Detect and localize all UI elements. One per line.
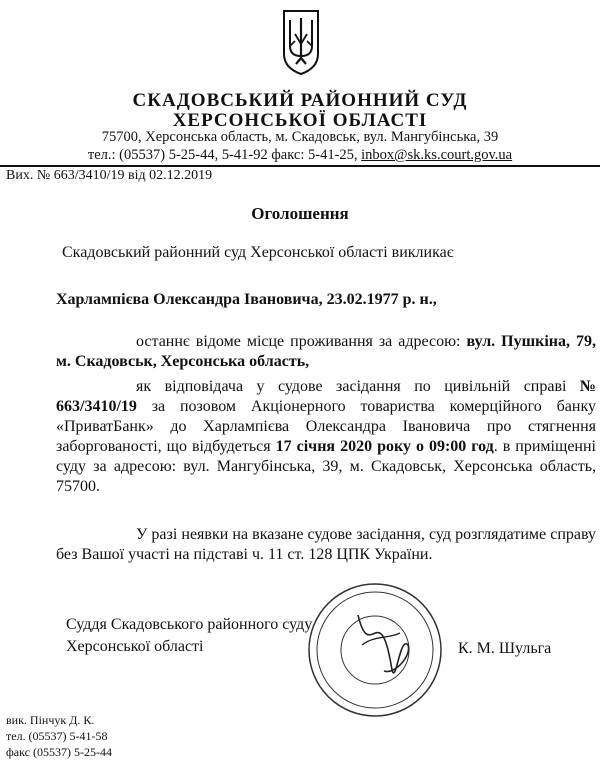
- judge-title-line2: Херсонської області: [66, 638, 204, 655]
- phone-fax: тел.: (05537) 5-25-44, 5-41-92 факс: 5-41-25,: [87, 147, 362, 163]
- document-title: Оголошення: [251, 204, 349, 223]
- case-description: за позовом Акціонерного товариства комерційного банку «ПриватБанк» до Харлампієва Олександра Івановича про стягнення заборгованості, що відбудеться: [56, 398, 596, 455]
- executor-name: вик. Пінчук Д. К.: [6, 713, 95, 727]
- case-number: № 663/3410/19: [56, 378, 596, 415]
- hearing-date: 17 січня 2020 року о 09:00 год: [275, 438, 494, 455]
- warning-paragraph: У разі неявки на вказане судове засідання, суд розглядатиме справу без Вашої участі на підставі ч. 11 ст. 128 ЦПК України.: [56, 526, 596, 563]
- court-contacts: [0, 146, 600, 164]
- court-region: ХЕРСОНСЬКОЇ ОБЛАСТІ: [172, 110, 428, 131]
- executor-phone: тел. (05537) 5-41-58: [6, 729, 108, 743]
- trident-emblem-icon: [281, 8, 321, 76]
- hearing-location: . в приміщенні суду за адресою: вул. Мангубінська, 39, м. Скадовськ, Херсонська область, 75700.: [56, 438, 596, 495]
- intro-text: Скадовський районний суд Херсонської області викликає: [62, 244, 454, 261]
- residence-address: вул. Пушкіна, 79, м. Скадовськ, Херсонська область,: [56, 333, 596, 370]
- summoned-person: Харлампієва Олександра Івановича, 23.02.1977 р. н.,: [56, 291, 437, 308]
- address-lead: останнє відоме місце проживання за адресою:: [136, 333, 467, 350]
- court-address: 75700, Херсонська область, м. Скадовськ, вул. Мангубінська, 39: [101, 129, 499, 145]
- court-email-link[interactable]: inbox@sk.ks.court.gov.ua: [361, 147, 513, 163]
- judge-name: К. М. Шульга: [458, 640, 552, 657]
- court-seal-stamp: [300, 575, 450, 725]
- case-paragraph: [56, 377, 596, 497]
- outgoing-reference: Вих. № 663/3410/19 від 02.12.2019: [6, 168, 213, 183]
- case-lead: як відповідача у судове засідання по цивільній справі: [136, 378, 580, 395]
- residence-paragraph: [56, 332, 596, 372]
- judge-title-line1: Суддя Скадовського районного суду: [66, 616, 313, 633]
- executor-fax: факс (05537) 5-25-44: [6, 745, 112, 759]
- court-name: СКАДОВСЬКИЙ РАЙОННИЙ СУД: [132, 90, 468, 111]
